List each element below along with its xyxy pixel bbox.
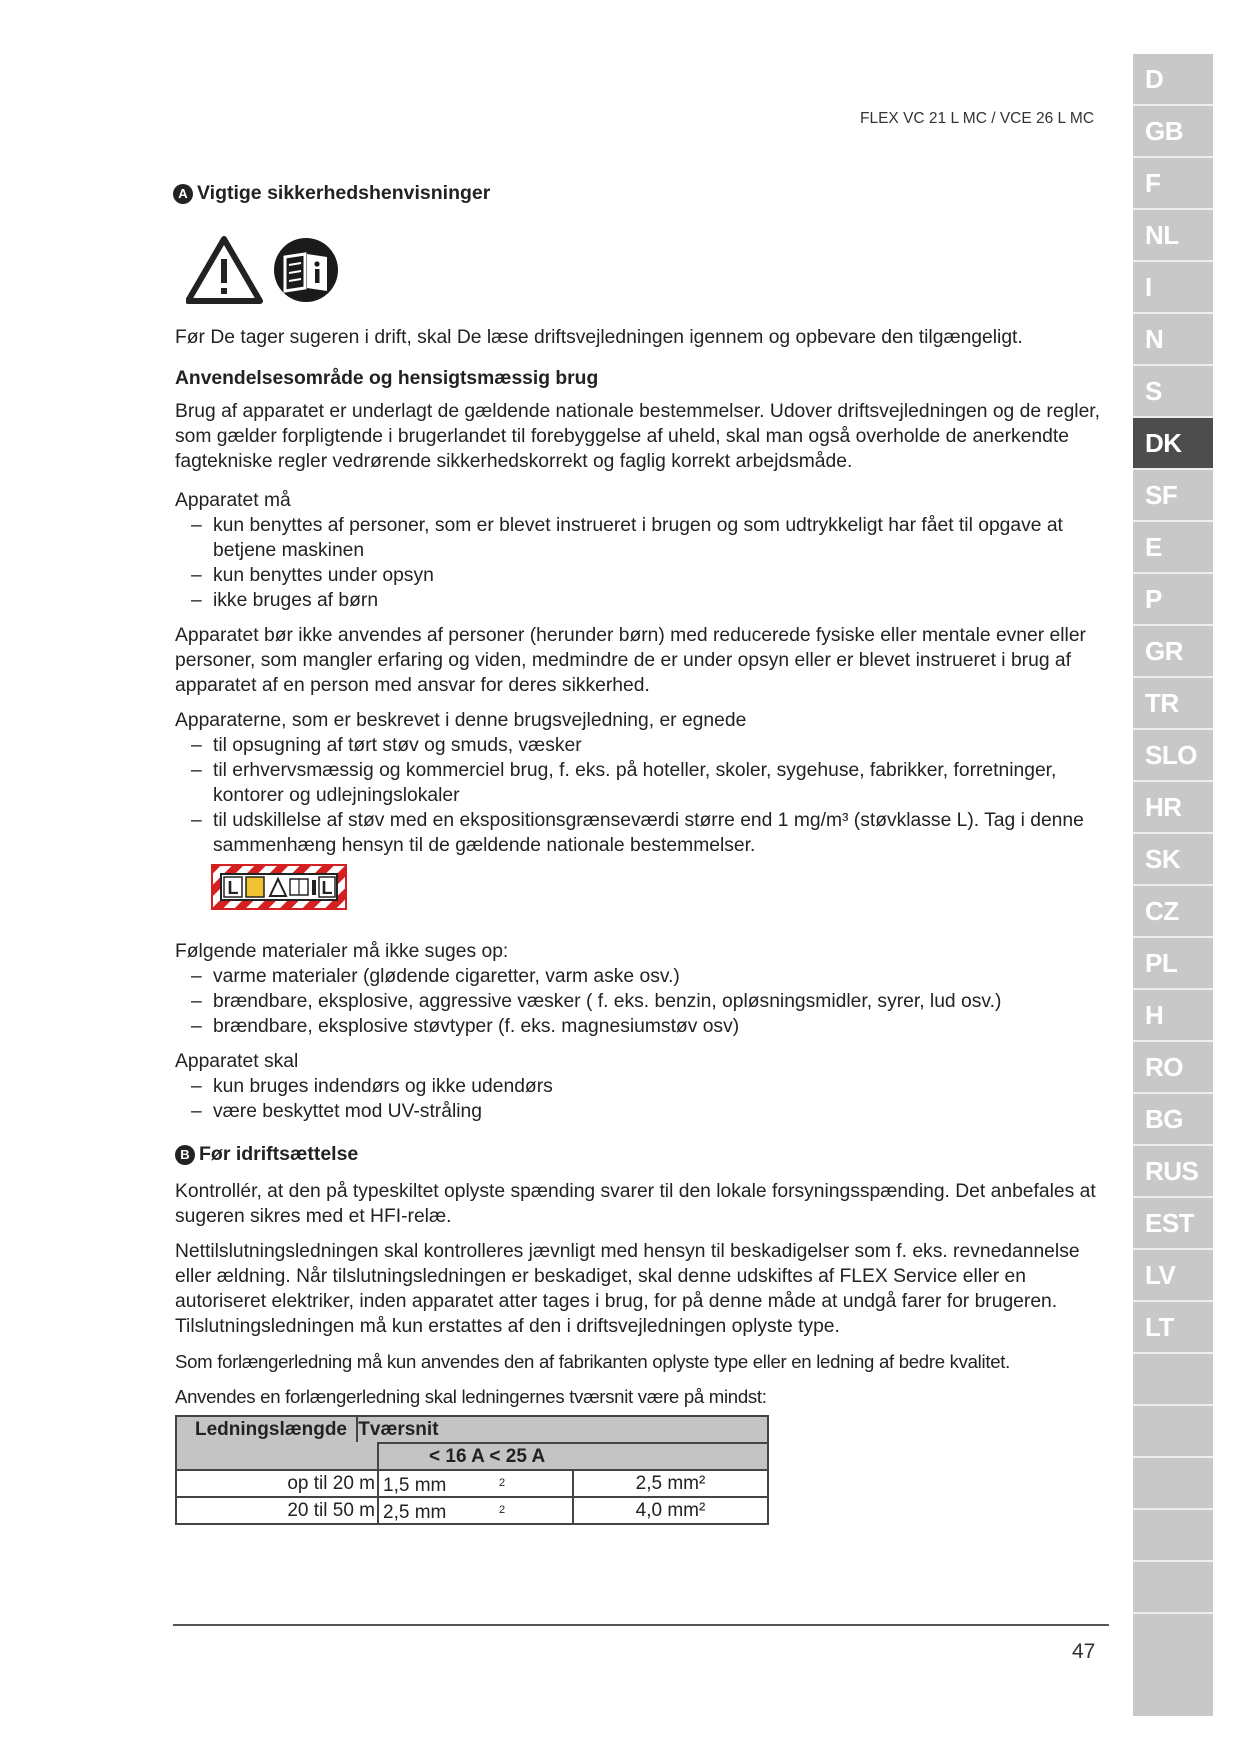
tab-sk[interactable]: SK: [1133, 834, 1213, 886]
crosssection-25-cell: 2,5 mm²: [573, 1470, 768, 1497]
length-header: Ledningslængde: [195, 1419, 347, 1440]
tab-p[interactable]: P: [1133, 574, 1213, 626]
tab-gb[interactable]: GB: [1133, 106, 1213, 158]
suitable-intro: Apparaterne, som er beskrevet i denne brugsvejledning, er egnede: [175, 710, 747, 731]
table-row: [176, 1470, 768, 1497]
extension-crosssection-paragraph: Anvendes en forlængerledning skal ledningernes tværsnit være på mindst:: [175, 1386, 767, 1407]
list-item: – varme materialer (glødende cigaretter, varm aske osv.): [175, 964, 1115, 989]
read-manual-icon: [274, 238, 338, 302]
list-item: – kun benyttes af personer, som er blevet instrueret i brugen og som udtrykkeligt har fået til opgave at betjene maskinen: [175, 513, 1115, 563]
list-item: – brændbare, eksplosive, aggressive væsker ( f. eks. benzin, opløsningsmidler, syrer, lud osv.): [175, 989, 1115, 1014]
tab-dk[interactable]: DK: [1133, 418, 1213, 470]
usage-paragraph: Brug af apparatet er underlagt de gældende nationale bestemmelser. Udover driftsvejledningen og de regler, som gælder forpligtende i brugerlandet til forebyggelse af uheld, skal man også overholde de anerkendte fagtekniske regler vedrørende sikkerhedskorrekt og faglig korrekt arbejdsmåde.: [175, 401, 1101, 472]
shall-intro: Apparatet skal: [175, 1051, 299, 1072]
list-item: – ikke bruges af børn: [175, 588, 1115, 613]
list-item: – til erhvervsmæssig og kommerciel brug, f. eks. på hoteller, skoler, sygehuse, fabrikker, forretninger, kontorer og udlejningslokaler: [175, 758, 1115, 808]
list-item: – til opsugning af tørt støv og smuds, væsker: [175, 733, 1115, 758]
crosssection-16-cell: 1,5 mm 2: [378, 1470, 573, 1497]
voltage-paragraph: Kontrollér, at den på typeskiltet oplyste spænding svarer til den lokale forsyningsspænding. Det anbefales at sugeren sikres med et HFI-relæ.: [175, 1181, 1096, 1227]
list-item: – kun bruges indendørs og ikke udendørs: [175, 1074, 1115, 1099]
tab-rus[interactable]: RUS: [1133, 1146, 1213, 1198]
tab-empty: [1133, 1406, 1213, 1458]
safety-icons: [186, 235, 346, 305]
document-header: FLEX VC 21 L MC / VCE 26 L MC: [860, 110, 1095, 127]
extension-type-paragraph: Som forlængerledning må kun anvendes den af fabrikanten oplyste type eller en ledning af bedre kvalitet.: [175, 1351, 1010, 1372]
tab-slo[interactable]: SLO: [1133, 730, 1213, 782]
tab-empty: [1133, 1562, 1213, 1614]
forbidden-intro: Følgende materialer må ikke suges op:: [175, 941, 509, 962]
table-row: [176, 1497, 768, 1524]
table-header-row: [176, 1416, 768, 1443]
page-number: 47: [1072, 1640, 1096, 1663]
must-intro: Apparatet må: [175, 490, 291, 511]
table-subheader-cell: [378, 1443, 768, 1470]
tab-lt[interactable]: LT: [1133, 1302, 1213, 1354]
shall-list: [175, 1074, 1115, 1124]
dust-class-letter-right: L: [321, 878, 333, 898]
tab-sf[interactable]: SF: [1133, 470, 1213, 522]
table-header-cell: [176, 1416, 768, 1443]
tab-lv[interactable]: LV: [1133, 1250, 1213, 1302]
tab-pl[interactable]: PL: [1133, 938, 1213, 990]
amp-25-header: < 25 A: [489, 1446, 546, 1468]
tab-gr[interactable]: GR: [1133, 626, 1213, 678]
mini-info-icon: [312, 880, 316, 895]
tab-e[interactable]: E: [1133, 522, 1213, 574]
list-item: – kun benyttes under opsyn: [175, 563, 1115, 588]
tab-nl[interactable]: NL: [1133, 210, 1213, 262]
restriction-paragraph: Apparatet bør ikke anvendes af personer (herunder børn) med reducerede fysiske eller mentale evner eller personer, som mangler erfaring og viden, medmindre de er under opsyn eller er blevet instrueret i brug af apparatet af en person med ansvar for deres sikkerhed.: [175, 625, 1086, 696]
usage-subheading: Anvendelsesområde og hensigtsmæssig brug: [175, 368, 599, 389]
cable-check-paragraph: Nettilslutningsledningen skal kontrolleres jævnligt med hensyn til beskadigelser som f. eks. revnedannelse eller ældning. Når tilslutningsledningen er beskadiget, skal denne udskiftes af FLEX Service eller en autoriseret elektriker, inden apparatet atter tages i brug, for på denne måde at undgå farer for brugeren. Tilslutningsledningen må kun erstattes af den i driftsvejledningen oplyste type.: [175, 1241, 1080, 1337]
list-item: – til udskillelse af støv med en ekspositionsgrænseværdi større end 1 mg/m³ (støvklasse L). Tag i denne sammenhæng hensyn til de gældende nationale bestemmelser.: [175, 808, 1115, 858]
forbidden-list: [175, 964, 1115, 1039]
tab-empty: [1133, 1354, 1213, 1406]
section-b-title-text: Før idriftsættelse: [199, 1143, 359, 1165]
tab-f[interactable]: F: [1133, 158, 1213, 210]
suitable-list: [175, 733, 1115, 858]
main-content: [175, 325, 1115, 1525]
tab-cz[interactable]: CZ: [1133, 886, 1213, 938]
section-b-title: [175, 1142, 1115, 1167]
must-list: [175, 513, 1115, 613]
warning-triangle-icon: [188, 239, 260, 301]
footer-divider: [173, 1624, 1109, 1626]
table-subheader-row: [176, 1443, 768, 1470]
dust-class-l-label: [211, 864, 347, 910]
tab-h[interactable]: H: [1133, 990, 1213, 1042]
tab-est[interactable]: EST: [1133, 1198, 1213, 1250]
tab-empty: [1133, 1458, 1213, 1510]
filter-icon: [246, 877, 264, 897]
tab-i[interactable]: I: [1133, 262, 1213, 314]
dust-class-letter-left: L: [227, 878, 239, 898]
length-cell: 20 til 50 m: [176, 1497, 378, 1524]
section-a-title: [173, 182, 490, 205]
section-a-badge: A: [173, 184, 193, 204]
tab-empty: [1133, 1510, 1213, 1562]
tab-s[interactable]: S: [1133, 366, 1213, 418]
length-cell: op til 20 m: [176, 1470, 378, 1497]
tab-ro[interactable]: RO: [1133, 1042, 1213, 1094]
list-item: – brændbare, eksplosive støvtyper (f. eks. magnesiumstøv osv): [175, 1014, 1115, 1039]
crosssection-header: Tværsnit: [358, 1419, 439, 1440]
cable-crosssection-table: [175, 1415, 769, 1525]
crosssection-16-cell: 2,5 mm 2: [378, 1497, 573, 1524]
tab-tr[interactable]: TR: [1133, 678, 1213, 730]
tab-bg[interactable]: BG: [1133, 1094, 1213, 1146]
section-a-title-text: Vigtige sikkerhedshenvisninger: [197, 182, 491, 204]
tab-d[interactable]: D: [1133, 54, 1213, 106]
intro-paragraph: Før De tager sugeren i drift, skal De læse driftsvejledningen igennem og opbevare den tilgængeligt.: [175, 327, 1023, 348]
amp-16-header: < 16 A: [429, 1446, 485, 1468]
tab-hr[interactable]: HR: [1133, 782, 1213, 834]
section-b-badge: B: [175, 1145, 195, 1165]
tab-n[interactable]: N: [1133, 314, 1213, 366]
list-item: – være beskyttet mod UV-stråling: [175, 1099, 1115, 1124]
crosssection-25-cell: 4,0 mm²: [573, 1497, 768, 1524]
language-tab-strip: [1133, 54, 1213, 1716]
